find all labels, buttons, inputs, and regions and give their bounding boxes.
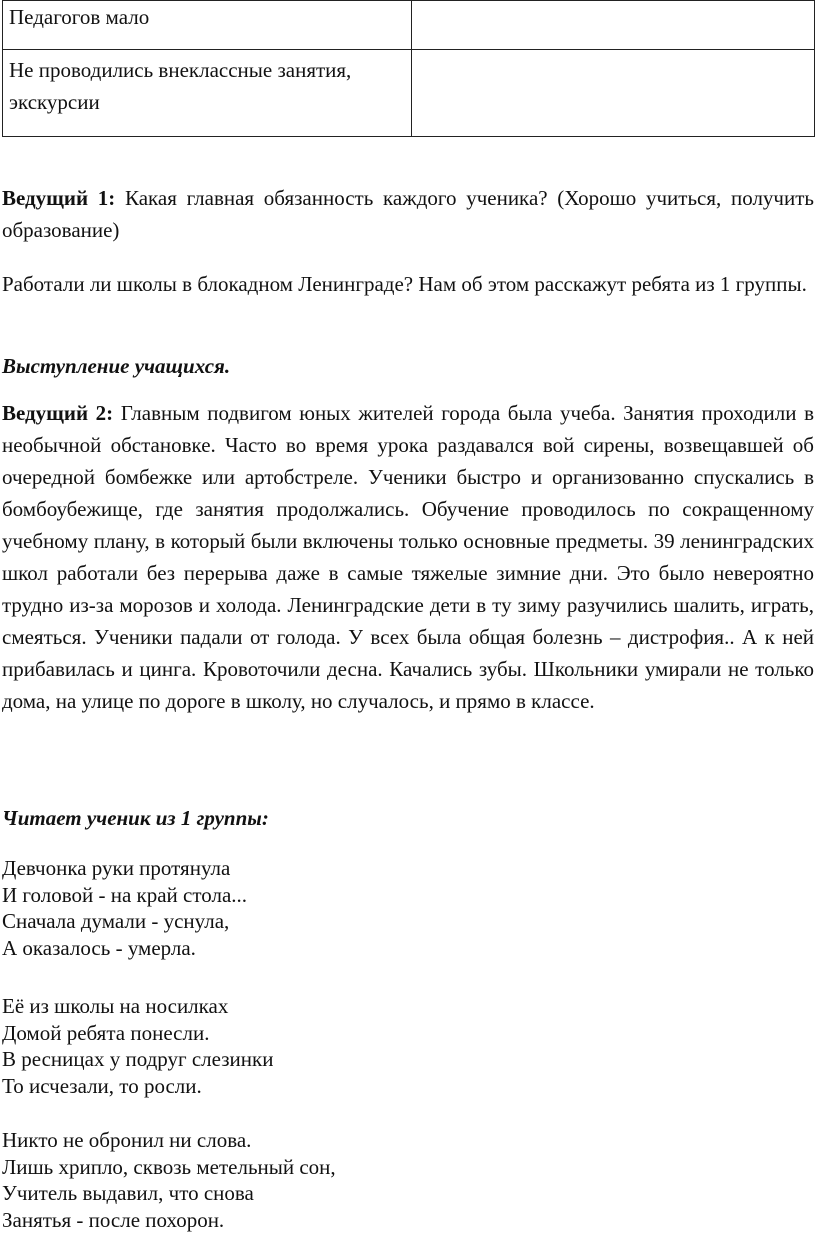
poem-line: То исчезали, то росли. [2,1073,202,1098]
host2-paragraph [2,397,814,717]
stage-note: Читает ученик из 1 группы: [2,806,269,830]
table-row [3,1,815,50]
poem-line: Учитель выдавил, что снова [2,1181,254,1205]
poem-line: И головой - на край стола... [2,882,248,907]
table-row [3,50,815,137]
poem-stanza [2,855,602,961]
paragraph-text: Главным подвигом юных жителей города была учеба. Занятия проходили в необычной обстановке. Часто во время урока раздавался вой сирены, возвещавшей об очередной бомбежке или артобстреле. Ученики быстро и организованно спускались в бомбоубежище, где занятия продолжались. Обучение проводилось по сокращенному учебному плану, в который были включены только основные предметы. 39 ленинградских школ работали без перерыва даже в самые тяжелые зимние дни. Это было невероятно трудно из-за морозов и холода. Ленинградские дети в ту зиму разучились шалить, играть, смеяться. Ученики падали от голода. У всех была общая болезнь – дистрофия.. А к ней прибавилась и цинга. Кровоточили десна. Качались зубы. Школьники умирали не только дома, на улице по дороге в школу, но случалось, и прямо в классе. [2,401,814,713]
poem-line: Лишь хрипло, сквозь метельный сон, [2,1154,336,1179]
poem-line: Домой ребята понесли. [2,1020,210,1045]
poem-line: Девчонка руки протянула [2,856,231,880]
speaker-label: Ведущий 1: [2,186,116,210]
table-cell [412,1,815,50]
table-cell: Не проводились внеклассные занятия, экскурсии [3,50,412,137]
poem-stanza [2,993,602,1099]
table-cell [412,50,815,137]
stage-note: Выступление учащихся. [2,354,231,378]
schools-question-paragraph: Работали ли школы в блокадном Ленинграде? Нам об этом расскажут ребята из 1 группы. [2,272,807,296]
poem-line: А оказалось - умерла. [2,935,196,960]
poem-line: В ресницах у подруг слезинки [2,1047,274,1071]
poem-line: Её из школы на носилках [2,994,229,1018]
poem-stanza [2,1127,602,1233]
poem-line: Сначала думали - уснула, [2,909,230,933]
poem-line: Занятья - после похорон. [2,1207,225,1232]
paragraph-text: Какая главная обязанность каждого ученика? (Хорошо учиться, получить образование) [2,186,814,242]
speaker-label: Ведущий 2: [2,401,114,425]
table-cell: Педагогов мало [3,1,412,50]
problems-table [2,0,815,137]
host1-paragraph [2,182,814,246]
poem-line: Никто не обронил ни слова. [2,1128,252,1152]
